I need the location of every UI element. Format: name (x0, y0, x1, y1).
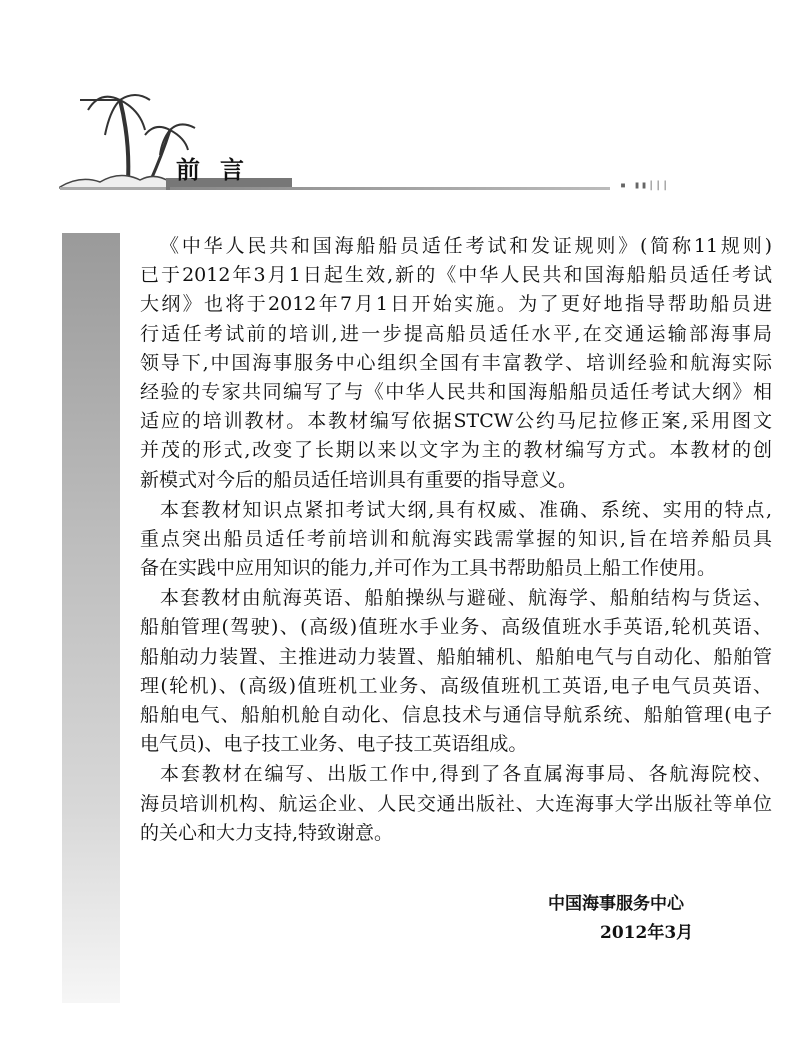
text-line: 船舶动力装置、主推进动力装置、船舶辅机、船舶电气与自动化、船舶管 (140, 645, 772, 668)
header-ornament: ▪ ▮▮||| (620, 180, 670, 191)
text-line: 本套教材知识点紧扣考试大纲,具有权威、准确、系统、实用的特点, (160, 498, 772, 521)
page-title: 前言 (176, 156, 264, 184)
text-line: 已于2012年3月1日起生效,新的《中华人民共和国海船船员适任考试 (140, 264, 772, 287)
text-line: 船舶电气、船舶机舱自动化、信息技术与通信导航系统、船舶管理(电子 (140, 704, 772, 726)
paragraph (140, 760, 772, 848)
text-line: 电气员)、电子技工业务、电子技工英语组成。 (140, 733, 528, 756)
header-rule (170, 187, 610, 190)
text-line: 并茂的形式,改变了长期以来以文字为主的教材编写方式。本教材的创 (140, 439, 772, 462)
page-header (0, 90, 790, 200)
text-line: 船舶管理(驾驶)、(高级)值班水手业务、高级值班水手英语,轮机英语、 (140, 616, 772, 639)
text-line: 大纲》也将于2012年7月1日开始实施。为了更好地指导帮助船员进 (140, 293, 772, 316)
text-line: 本套教材由航海英语、船舶操纵与避碰、航海学、船舶结构与货运、 (160, 587, 772, 610)
text-line: 领导下,中国海事服务中心组织全国有丰富教学、培训经验和航海实际 (140, 351, 772, 374)
sidebar-gradient-bar (62, 233, 120, 1003)
text-line: 经验的专家共同编写了与《中华人民共和国海船船员适任考试大纲》相 (140, 380, 772, 403)
text-line: 理(轮机)、(高级)值班机工业务、高级值班机工英语,电子电气员英语、 (140, 674, 772, 697)
text-line: 行适任考试前的培训,进一步提高船员适任水平,在交通运输部海事局 (140, 322, 772, 345)
preface-body (140, 232, 772, 849)
paragraph (140, 232, 772, 495)
text-line: 的关心和大力支持,特致谢意。 (140, 821, 394, 844)
text-line: 新模式对今后的船员适任培训具有重要的指导意义。 (140, 468, 578, 491)
text-line: 本套教材在编写、出版工作中,得到了各直属海事局、各航海院校、 (160, 763, 772, 786)
signature-date: 2012年3月 (600, 923, 694, 943)
text-line: 海员培训机构、航运企业、人民交通出版社、大连海事大学出版社等单位 (140, 792, 772, 815)
paragraph (140, 496, 772, 584)
text-line: 备在实践中应用知识的能力,并可作为工具书帮助船员上船工作使用。 (140, 557, 717, 580)
paragraph (140, 584, 772, 759)
text-line: 重点突出船员适任考前培训和航海实践需掌握的知识,旨在培养船员具 (140, 527, 772, 550)
text-line: 适应的培训教材。本教材编写依据STCW公约马尼拉修正案,采用图文 (140, 410, 772, 433)
signature-organization: 中国海事服务中心 (548, 894, 684, 914)
text-line: 《中华人民共和国海船船员适任考试和发证规则》(简称11规则) (160, 235, 772, 257)
signature-block (548, 890, 693, 948)
